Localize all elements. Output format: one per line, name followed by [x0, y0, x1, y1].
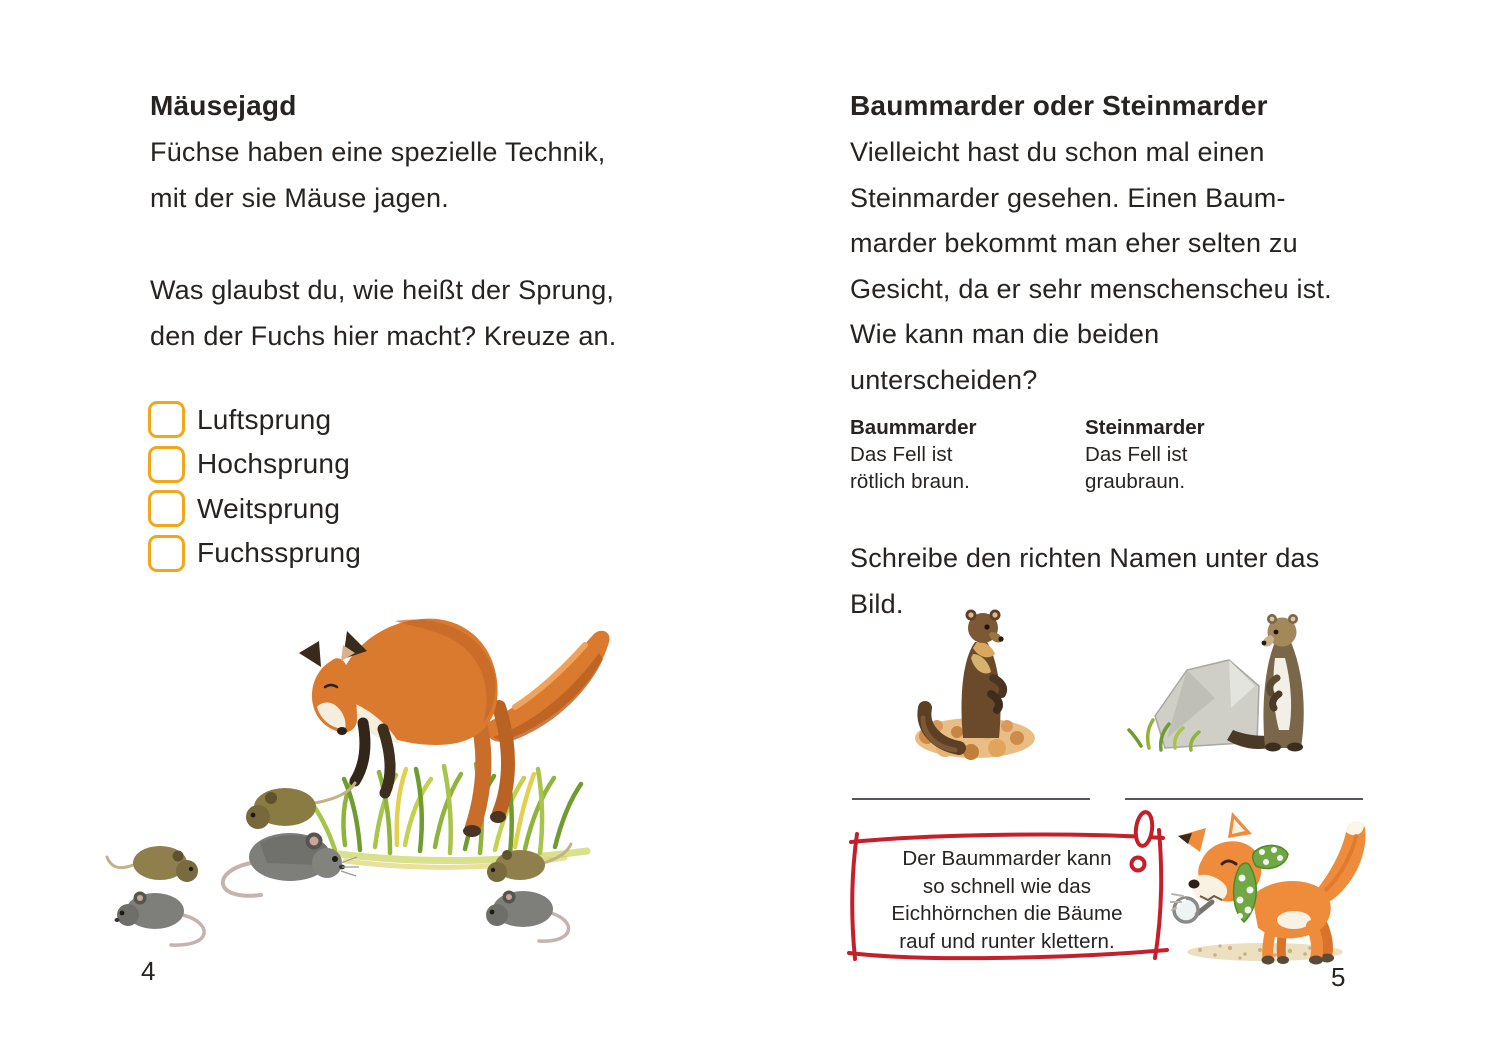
checkbox-weitsprung[interactable] — [148, 490, 185, 527]
name-answer-line-right[interactable] — [1125, 798, 1363, 800]
left-page-title: Mäusejagd — [150, 90, 297, 121]
text-line: unterscheiden? — [850, 364, 1038, 395]
comparison-column-steinmarder — [1085, 414, 1300, 495]
text-line: Das Fell ist — [850, 443, 953, 466]
checkbox-hochsprung[interactable] — [148, 446, 185, 483]
right-page-number: 5 — [1331, 962, 1346, 992]
text-line: Schreibe den richten Namen unter das — [850, 543, 1320, 573]
option-row-luftsprung[interactable] — [148, 401, 361, 438]
stone-marten-illustration — [1125, 590, 1335, 775]
text-line: graubraun. — [1085, 470, 1186, 493]
text-line: Bild. — [850, 588, 904, 619]
option-row-fuchssprung[interactable] — [148, 535, 361, 572]
text-line: marder bekommt man eher selten zu — [850, 228, 1298, 258]
right-body-paragraph — [850, 130, 1332, 403]
text-line: mit der sie Mäuse jagen. — [150, 182, 449, 213]
text-line: Wie kann man die beiden — [850, 319, 1160, 349]
column-heading: Steinmarder — [1085, 416, 1205, 439]
text-line: Vielleicht hast du schon mal einen — [850, 137, 1265, 167]
left-page-number: 4 — [141, 956, 156, 986]
text-line: Der Baummarder kann — [902, 847, 1112, 870]
jump-options-list — [148, 401, 361, 579]
text-line: Füchse haben eine spezielle Technik, — [150, 137, 606, 167]
text-line: rauf und runter klettern. — [899, 929, 1115, 953]
option-label: Luftsprung — [197, 403, 332, 435]
right-page-title: Baummarder oder Steinmarder — [850, 90, 1268, 121]
fact-box — [858, 845, 1156, 955]
option-label: Hochsprung — [197, 448, 350, 479]
checkbox-fuchssprung[interactable] — [148, 535, 185, 572]
left-question-paragraph — [150, 268, 616, 359]
checkbox-luftsprung[interactable] — [148, 401, 185, 438]
option-label: Fuchssprung — [197, 537, 362, 568]
pine-marten-illustration — [895, 600, 1060, 770]
left-intro-paragraph — [150, 130, 606, 221]
text-line: Eichhörnchen die Bäume — [891, 902, 1123, 925]
jumping-fox-illustration — [95, 595, 655, 965]
column-heading: Baummarder — [850, 416, 977, 439]
text-line: Steinmarder gesehen. Einen Baum- — [850, 182, 1286, 213]
name-answer-line-left[interactable] — [852, 798, 1090, 800]
text-line: Was glaubst du, wie heißt der Sprung, — [150, 275, 615, 305]
exclamation-doodle-icon — [1118, 806, 1168, 881]
comparison-column-baummarder — [850, 414, 1065, 495]
option-label: Weitsprung — [197, 492, 341, 524]
option-row-hochsprung[interactable] — [148, 446, 361, 483]
text-line: rötlich braun. — [850, 470, 970, 493]
fox-mascot-illustration — [1170, 808, 1405, 968]
text-line: Das Fell ist — [1085, 443, 1188, 466]
text-line: Gesicht, da er sehr menschenscheu ist. — [850, 273, 1332, 304]
text-line: so schnell wie das — [922, 874, 1092, 898]
text-line: den der Fuchs hier macht? Kreuze an. — [150, 320, 617, 351]
option-row-weitsprung[interactable] — [148, 490, 361, 527]
